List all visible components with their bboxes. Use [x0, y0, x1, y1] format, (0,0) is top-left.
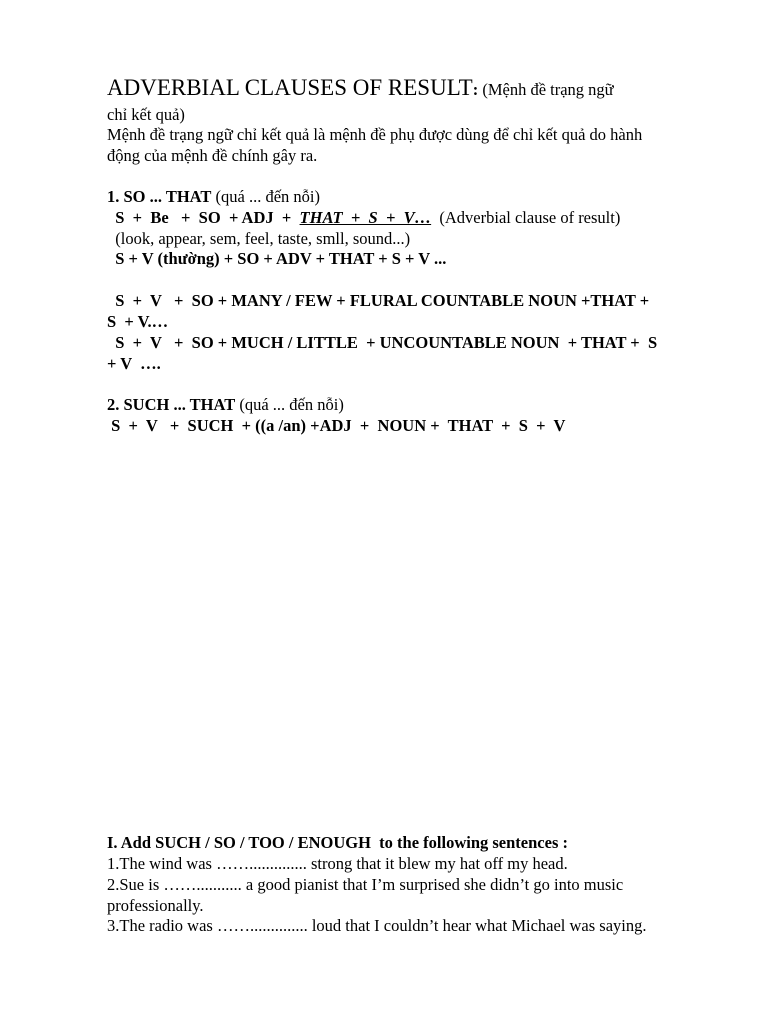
- title-colon: :: [472, 80, 479, 99]
- exercise-item: 2.Sue is ……........... a good pianist that I’m surprised she didn’t go into music: [107, 875, 624, 894]
- so-that-formula-3-line-1: S + V + SO + MANY / FEW + FLURAL COUNTABLE NOUN +THAT +: [107, 291, 650, 310]
- exercise-item-continued: professionally.: [107, 896, 204, 915]
- formula-1-note: (Adverbial clause of result): [431, 208, 621, 227]
- linking-verbs-note: (look, appear, sem, feel, taste, smll, sound...): [107, 229, 411, 248]
- section-2-translation: (quá ... đến nỗi): [235, 395, 344, 414]
- section-2-heading: [107, 395, 344, 415]
- section-1-title: 1. SO ... THAT: [107, 187, 212, 206]
- title-translation-cont: chỉ kết quả): [107, 105, 185, 124]
- title-translation: (Mệnh đề trạng ngữ: [478, 80, 614, 99]
- formula-1-main: S + Be + SO + ADJ +: [107, 208, 300, 227]
- section-1-translation: (quá ... đến nỗi): [211, 187, 320, 206]
- so-that-formula-2: S + V (thường) + SO + ADV + THAT + S + V ...: [107, 249, 447, 268]
- so-that-formula-4-line-2: + V ….: [107, 354, 161, 373]
- section-2-title: 2. SUCH ... THAT: [107, 395, 236, 414]
- exercise-heading: I. Add SUCH / SO / TOO / ENOUGH to the following sentences :: [107, 833, 568, 852]
- such-that-formula: S + V + SUCH + ((a /an) +ADJ + NOUN + THAT + S + V: [107, 416, 566, 435]
- intro-line-2: động của mệnh đề chính gây ra.: [107, 146, 318, 165]
- so-that-formula-1: [107, 208, 620, 228]
- title-main: ADVERBIAL CLAUSES OF RESULT: [107, 75, 473, 100]
- so-that-formula-4-line-1: S + V + SO + MUCH / LITTLE + UNCOUNTABLE NOUN + THAT + S: [107, 333, 658, 352]
- exercise-item: 3.The radio was …….............. loud that I couldn’t hear what Michael was saying.: [107, 916, 647, 935]
- intro-line-1: Mệnh đề trạng ngữ chỉ kết quả là mệnh đề phụ được dùng để chỉ kết quả do hành: [107, 125, 643, 144]
- page-title: [107, 75, 614, 100]
- formula-1-clause: THAT + S + V…: [299, 208, 432, 227]
- so-that-formula-3-line-2: S + V.…: [107, 312, 169, 331]
- section-1-heading: [107, 187, 320, 207]
- exercise-item: 1.The wind was …….............. strong that it blew my hat off my head.: [107, 854, 568, 873]
